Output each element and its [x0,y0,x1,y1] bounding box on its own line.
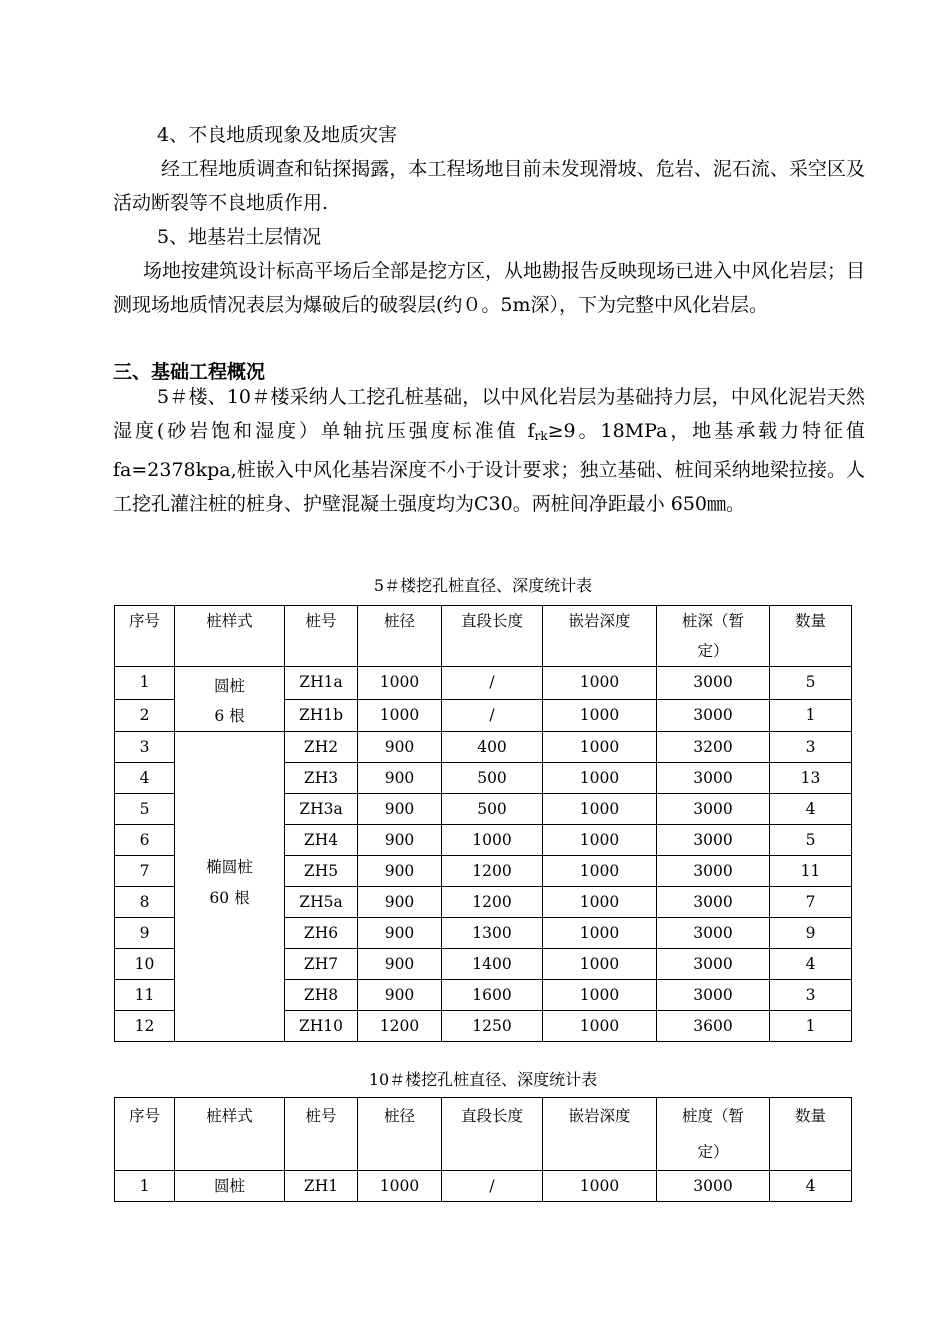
table-cell: 900 [358,949,442,980]
table-cell: 6 [115,825,175,856]
table-cell: 3000 [657,763,770,794]
table-cell: ZH5a [285,887,358,918]
table-cell: 1250 [442,1011,543,1042]
table-cell: 3200 [657,732,770,763]
table-cell: 3000 [657,667,770,700]
table1-caption: 5＃楼挖孔桩直径、深度统计表 [373,576,593,595]
table-cell: 4 [770,794,852,825]
table-cell: 3000 [657,980,770,1011]
table2-header: 桩号 [285,1098,358,1171]
table-cell: 900 [358,918,442,949]
table-cell: 10 [115,949,175,980]
table-cell: 900 [358,763,442,794]
table2-header: 桩径 [358,1098,442,1171]
table1-header: 桩样式 [175,606,285,667]
table-cell: ZH3a [285,794,358,825]
table-cell: 3 [115,732,175,763]
table-cell: ZH10 [285,1011,358,1042]
table1-header: 桩径 [358,606,442,667]
table-cell: 900 [358,887,442,918]
table-cell: 3000 [657,856,770,887]
table-cell: 1200 [442,856,543,887]
table2-header: 数量 [770,1098,852,1171]
table-cell: 9 [115,918,175,949]
table-cell: 5 [770,667,852,700]
table-cell: ZH3 [285,763,358,794]
table-cell: 4 [115,763,175,794]
table-cell: 圆桩 6 根 [175,667,285,732]
section5-text: 场地按建筑设计标高平场后全部是挖方区，从地勘报告反映现场已进入中风化岩层；目测现场地质情况表层为爆破后的破裂层(约０。5m深），下为完整中风化岩层。 [113,260,866,316]
table-cell: 7 [770,887,852,918]
table1-header: 序号 [115,606,175,667]
chapter3-text [113,380,865,521]
table-cell: 7 [115,856,175,887]
table-cell: 400 [442,732,543,763]
table-cell: ZH6 [285,918,358,949]
table2-header: 直段长度 [442,1098,543,1171]
table-cell: / [442,1171,543,1202]
table-cell: / [442,667,543,700]
table-row [115,667,852,700]
table-cell: 500 [442,763,543,794]
chapter3-text-b: ≥9。18MPa，地基承载力特征值 fa=2378kpa,桩嵌入中风化基岩深度不小于设计要求；独立基础、桩间采纳地梁拉接。人工挖孔灌注桩的桩身、护壁混凝土强度均为C30。两桩间净距最小 650㎜。 [113,420,865,515]
table-cell: 1000 [358,699,442,732]
table-cell: ZH1b [285,699,358,732]
table-cell: 1000 [543,794,657,825]
table-cell: 1000 [543,1011,657,1042]
table-row [115,732,852,763]
table-cell: 3000 [657,794,770,825]
table-cell: 3 [770,732,852,763]
table-cell: 1400 [442,949,543,980]
table-cell: 1 [770,699,852,732]
section5-heading: 5、地基岩土层情况 [157,226,322,248]
table-cell: 2 [115,699,175,732]
table-cell: 13 [770,763,852,794]
table-cell: 圆桩 [175,1171,285,1202]
table-cell: 3000 [657,918,770,949]
table2-header: 嵌岩深度 [543,1098,657,1171]
table-cell: 1 [115,1171,175,1202]
table-cell: / [442,699,543,732]
table-cell: 11 [115,980,175,1011]
table-cell: 1300 [442,918,543,949]
table2-caption: 10＃楼挖孔桩直径、深度统计表 [368,1070,598,1089]
table-cell: 3000 [657,825,770,856]
chapter3-text-a: 5＃楼、10＃楼采纳人工挖孔桩基础，以中风化岩层为基础持力层，中风化泥岩天然湿度(砂岩饱和湿度）单轴抗压强度标准值 f [113,386,865,442]
table-cell: 3000 [657,887,770,918]
table1-header: 数量 [770,606,852,667]
chapter3-heading: 三、基础工程概况 [113,361,266,383]
table-cell: 1 [770,1011,852,1042]
table1 [114,605,852,1042]
table-cell: 3000 [657,949,770,980]
table-cell: 5 [770,825,852,856]
table1-header: 桩号 [285,606,358,667]
table-cell: 4 [770,1171,852,1202]
table-cell: 11 [770,856,852,887]
table-cell: ZH5 [285,856,358,887]
table1-header: 直段长度 [442,606,543,667]
table-cell: ZH1a [285,667,358,700]
table-cell: 1000 [358,667,442,700]
table-cell: 9 [770,918,852,949]
table-cell: 1000 [543,949,657,980]
table-cell: 1 [115,667,175,700]
table-cell: 3000 [657,699,770,732]
table-cell: 1000 [543,1171,657,1202]
table-cell: 1200 [358,1011,442,1042]
table-cell: 1000 [543,699,657,732]
table-cell: ZH7 [285,949,358,980]
table-cell: 5 [115,794,175,825]
table-cell: 1000 [358,1171,442,1202]
table1-header: 嵌岩深度 [543,606,657,667]
table2-header-row [115,1098,852,1171]
table-cell: 1000 [543,980,657,1011]
table-cell: 8 [115,887,175,918]
table-cell: 900 [358,825,442,856]
table2-header: 序号 [115,1098,175,1171]
table-cell: ZH1 [285,1171,358,1202]
table-cell: 1000 [442,825,543,856]
table-cell: 1000 [543,732,657,763]
table-cell: 1000 [543,825,657,856]
section4-text: 经工程地质调查和钻探揭露，本工程场地目前未发现滑坡、危岩、泥石流、采空区及活动断裂等不良地质作用. [113,158,865,214]
table-cell: ZH8 [285,980,358,1011]
table-cell: 1000 [543,763,657,794]
table2-header: 桩样式 [175,1098,285,1171]
table-cell: 500 [442,794,543,825]
table1-header-row [115,606,852,667]
table-cell: 3000 [657,1171,770,1202]
table2-header: 桩度（暂定） [657,1098,770,1171]
table-cell: 1000 [543,887,657,918]
table-row [115,1171,852,1202]
table-cell: 3 [770,980,852,1011]
table-cell: 1000 [543,856,657,887]
table1-header: 桩深（暂定） [657,606,770,667]
table-cell: 3600 [657,1011,770,1042]
table-cell: 1000 [543,918,657,949]
table-cell: 900 [358,732,442,763]
table-cell: 4 [770,949,852,980]
table-cell: 900 [358,856,442,887]
table-cell: 1600 [442,980,543,1011]
table-cell: ZH4 [285,825,358,856]
table-cell: 椭圆桩 60 根 [175,732,285,1042]
table-cell: 900 [358,980,442,1011]
table-cell: 12 [115,1011,175,1042]
chapter3-text-sub: rk [534,429,548,443]
table-cell: 900 [358,794,442,825]
table-cell: 1200 [442,887,543,918]
table-cell: 1000 [543,667,657,700]
table2 [114,1097,852,1202]
section4-heading: 4、不良地质现象及地质灾害 [157,124,398,146]
table-cell: ZH2 [285,732,358,763]
